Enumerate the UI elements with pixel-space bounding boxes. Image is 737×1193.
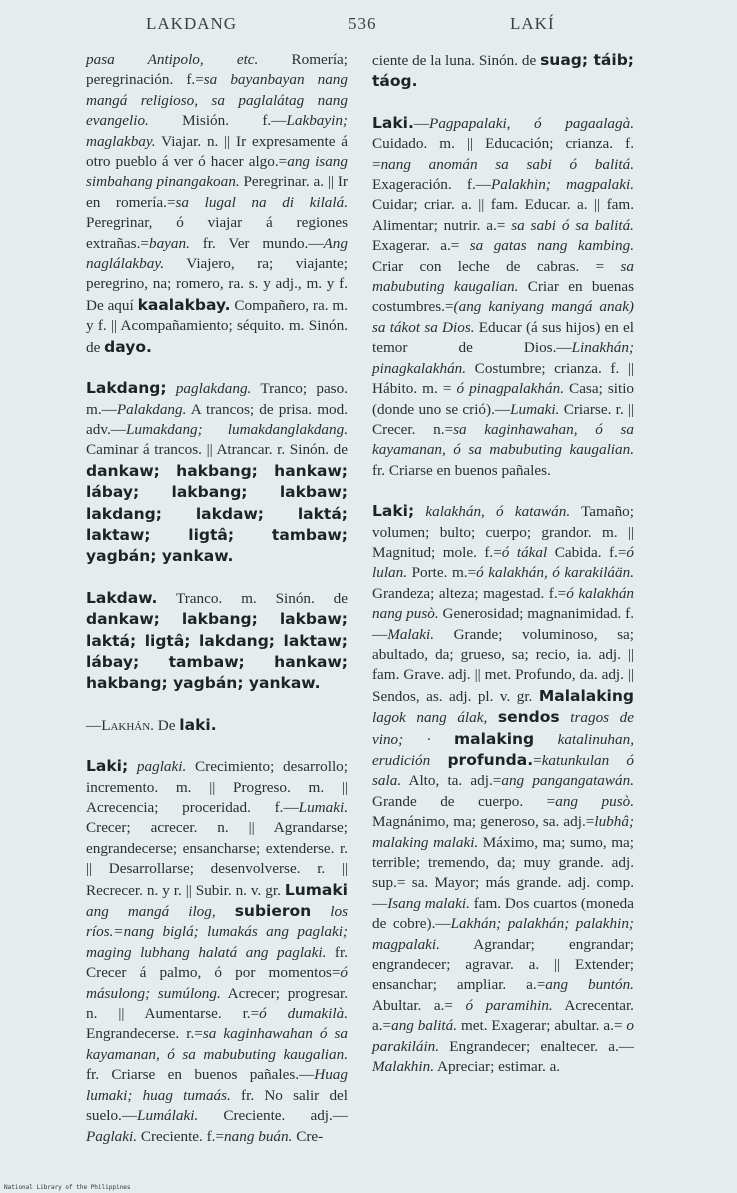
- entry-laki-2: [372, 113, 634, 481]
- definition-text: Acrecentar. a.=: [372, 996, 634, 1035]
- definition-text: Viajero, ra; viajante; peregrino, na; romero, ra. s. y adj., m. y f. De aquí: [86, 255, 348, 314]
- headword: kaalakbay.: [137, 295, 231, 314]
- definition-text: Caminar á trancos. || Atrancar. r. Sinón. de: [86, 441, 348, 459]
- tagalog-phrase: Lumaki.: [298, 799, 348, 816]
- tagalog-phrase: ó paramihin.: [465, 996, 553, 1014]
- tagalog-phrase: ang pangangatawán.: [501, 772, 634, 790]
- definition-text: Porte. m.=: [407, 564, 477, 582]
- page-number: 536: [348, 14, 377, 33]
- definition-text: Generosidad; magnanimidad. f.—: [372, 605, 634, 643]
- definition-text: [167, 380, 176, 397]
- definition-text: Criarse. r. || Crecer. n.=: [372, 400, 634, 438]
- headword: dayo.: [104, 337, 152, 356]
- headword: Lakdaw.: [86, 588, 158, 607]
- definition-text: ciente de la luna. Sinón. de: [372, 52, 541, 69]
- tagalog-phrase: ó másulong; sumúlong.: [86, 964, 348, 1002]
- definition-text: Creciente. adj.—: [198, 1107, 348, 1125]
- definition-text: Tamaño; volumen; bulto; cuerpo; grandor. m. || Magnitud; mole. f.=: [372, 503, 634, 561]
- headword: malaking: [454, 729, 535, 748]
- headword: laki.: [179, 715, 217, 734]
- definition-text: Grandeza; alteza; magestad. f.=: [372, 584, 567, 602]
- definition-text: Máximo, ma; sumo, ma; terrible; tremendo, da; muy grande. adj. sup.= sa. Mayor; más grande. adj. comp. —: [372, 833, 634, 912]
- definition-text: fr. Ver mundo.—: [189, 234, 324, 252]
- entry-lakhan: [86, 715, 348, 736]
- definition-text: [560, 709, 571, 726]
- library-credit: National Library of the Philippines: [4, 1184, 131, 1191]
- header-left-guideword: LAKDANG: [146, 14, 238, 33]
- headword: suag; táib; táog.: [372, 51, 634, 91]
- definition-text: Acrecer; progresar. n. || Aumentarse. r.=: [86, 984, 348, 1023]
- tagalog-phrase: sa bayanbayan nang mangá religioso, sa paglalátag nang evangelio.: [86, 71, 348, 130]
- tagalog-phrase: katalinuhan, erudición: [372, 730, 634, 769]
- tagalog-phrase: nang anomán sa sabi ó balitá.: [380, 155, 634, 173]
- headword: dankaw; hakbang; hankaw; lábay; lakbang; lakbaw; lakdang; lakdaw; laktá; laktaw; ligtâ; tambaw; yagbán; yankaw.: [86, 461, 348, 566]
- tagalog-phrase: Huag lumaki; huag tumaás.: [86, 1066, 348, 1104]
- header-right-guideword: LAKÍ: [510, 14, 555, 33]
- tagalog-phrase: nang buán.: [224, 1127, 293, 1145]
- entry-laki-3: [372, 501, 634, 1077]
- tagalog-phrase: ó dumakilà.: [259, 1005, 348, 1023]
- tagalog-phrase: paglakdang.: [175, 380, 252, 398]
- headword: Laki;: [86, 757, 129, 776]
- definition-text: Grande; voluminoso, sa; abultado, da; grueso, sa; recio, ia. adj. || fam. Grave. adj. || met. Profundo, da. adj. || Sendos, as. adj. pl. v. gr.: [372, 625, 634, 705]
- definition-text: Crecimiento; desarrollo; incremento. m. || Progreso. m. || Acrecencia; proceridad. f.—: [86, 758, 348, 816]
- tagalog-phrase: ó kalakhán, ó karakiláän.: [476, 564, 634, 582]
- tagalog-phrase: sa sabi ó sa balitá.: [511, 216, 634, 234]
- tagalog-phrase: ó pinagpalakhán.: [456, 380, 565, 398]
- entry-lakdang: [86, 378, 348, 568]
- headword: profunda.: [447, 751, 534, 769]
- definition-text: Alto, ta. adj.=: [401, 772, 502, 790]
- tagalog-phrase: o parakiláin.: [372, 1017, 634, 1055]
- tagalog-phrase: los ríos.=nang biglá; lumakás ang paglaki; maging lubhang halatá ang paglaki.: [86, 903, 348, 961]
- definition-text: —: [413, 114, 430, 132]
- definition-text: Cuidado. m. || Educación; crianza. f. =: [372, 135, 634, 173]
- right-column: [372, 50, 634, 1098]
- tagalog-phrase: ang isang simbahang pinangakoan.: [86, 153, 348, 191]
- tagalog-phrase: Palakhin; magpalaki.: [490, 176, 634, 194]
- definition-text: [487, 709, 498, 726]
- tagalog-phrase: Palakdang.: [116, 400, 187, 418]
- definition-text: Peregrinar, ó viajar á regiones extrañas.=: [86, 214, 348, 252]
- definition-text: Peregrinar. a. || Ir en romería.=: [86, 173, 348, 211]
- tagalog-phrase: tragos de vino; ·: [372, 709, 635, 748]
- definition-text: met. Exagerar; abultar. a.=: [457, 1017, 627, 1035]
- definition-text: Cabida. f.=: [547, 543, 627, 561]
- tagalog-phrase: Ang naglálakbay.: [86, 234, 348, 273]
- definition-text: Exagerar. a.=: [372, 237, 470, 255]
- tagalog-phrase: Lumaki.: [510, 400, 560, 418]
- entry-laki-1: [86, 756, 348, 1147]
- tagalog-phrase: ang pusò.: [555, 792, 634, 810]
- headword: sendos: [497, 708, 560, 727]
- entry-lakdaw: [86, 588, 348, 695]
- headword: Lumaki: [284, 880, 348, 899]
- definition-text: Compañero, ra. m. y f. || Acompañamiento; séquito. m. Sinón. de: [86, 296, 348, 356]
- definition-text: Educar (á sus hijos) en el temor de Dios.—: [372, 318, 634, 357]
- definition-text: Criar con leche de cabras. =: [372, 257, 621, 275]
- tagalog-phrase: Malaki.: [387, 625, 435, 643]
- definition-text: Engrandecerse. r.=: [86, 1025, 203, 1043]
- definition-text: [414, 503, 425, 520]
- definition-text: Cre-: [292, 1127, 324, 1145]
- definition-text: fr. Crecer á palmo, ó por momentos=: [86, 943, 349, 982]
- definition-text: Engrandecer; enaltecer. a.—: [439, 1037, 634, 1055]
- definition-text: De: [153, 716, 180, 734]
- definition-text: Cuidar; criar. a. || fam. Educar. a. || fam. Alimentar; nutrir. a.=: [372, 196, 634, 234]
- tagalog-phrase: katunkulan ó sala.: [372, 752, 634, 790]
- left-column: [86, 50, 348, 1167]
- entry-cont-laki: [372, 50, 634, 93]
- definition-text: Crecer; acrecer. n. || Agrandarse; engrandecerse; ensancharse; extenderse. r. || Desarrollarse; desenvolverse. r. || Recrecer. n. y r. || Subir. n. v. gr.: [86, 819, 348, 899]
- tagalog-phrase: sa mabubuting kaugalian.: [372, 257, 634, 296]
- definition-text: Apreciar; estimar. a.: [434, 1058, 561, 1076]
- headword: Laki.: [372, 113, 414, 132]
- definition-text: [431, 731, 455, 748]
- tagalog-phrase: Lakhán; palakhán; palakhin; magpalaki.: [372, 915, 634, 953]
- definition-text: =: [533, 752, 542, 769]
- definition-text: Romería; peregrinación. f.=: [86, 51, 348, 89]
- tagalog-phrase: kalakhán, ó katawán.: [425, 503, 571, 521]
- definition-text: fam. Dos cuartos (moneda de cobre).—: [372, 894, 634, 933]
- definition-text: Tranco. m. Sinón. de: [157, 589, 348, 607]
- headword: Lakdang;: [86, 379, 167, 398]
- tagalog-phrase: (ang kaniyang mangá anak) sa tákot sa Dios.: [372, 298, 634, 336]
- definition-text: Costumbre; crianza. f. || Hábito. m. =: [372, 359, 634, 398]
- tagalog-phrase: Lumakdang; lumakdanglakdang.: [125, 420, 348, 438]
- definition-text: —: [86, 716, 102, 734]
- tagalog-phrase: Pagpapalaki, ó pagaalagà.: [429, 114, 634, 132]
- definition-text: Abultar. a.=: [372, 996, 466, 1014]
- tagalog-phrase: lubhâ; malaking malaki.: [372, 813, 634, 851]
- tagalog-phrase: ang mangá ilog,: [86, 903, 216, 921]
- headword: dankaw; lakbang; lakbaw; laktá; ligtâ; lakdang; laktaw; lábay; tambaw; hankaw; hakbang; yagbán; yankaw.: [86, 610, 348, 693]
- tagalog-phrase: bayan.: [148, 234, 190, 252]
- tagalog-phrase: Isang malaki.: [387, 894, 470, 912]
- definition-text: Lakhán.: [101, 716, 154, 734]
- definition-text: [430, 752, 447, 769]
- tagalog-phrase: paglaki.: [136, 758, 187, 776]
- definition-text: fr. No salir del suelo.—: [86, 1086, 348, 1125]
- running-head: [0, 14, 737, 44]
- tagalog-phrase: sa gatas nang kambing.: [469, 237, 634, 255]
- tagalog-phrase: Linakhán; pinagkalakhán.: [372, 339, 634, 377]
- definition-text: [311, 903, 330, 920]
- tagalog-phrase: sa lugal na di kilalá.: [175, 193, 348, 211]
- definition-text: Viajar. n. || Ir expresamente á otro pueblo á ver ó hacer algo.=: [86, 132, 348, 171]
- definition-text: Grande de cuerpo. =: [372, 792, 556, 810]
- definition-text: Criar en buenas costumbres.=: [372, 278, 634, 316]
- definition-text: Creciente. f.=: [137, 1127, 225, 1145]
- headword: Laki;: [372, 502, 415, 521]
- tagalog-phrase: ó kalakhán nang pusò.: [372, 584, 635, 623]
- definition-text: A trancos; de prisa. mod. adv.—: [86, 400, 348, 438]
- definition-text: Misión. f.—: [148, 112, 287, 130]
- tagalog-phrase: ó lulan.: [372, 543, 634, 582]
- definition-text: Exageración. f.—: [372, 176, 491, 194]
- definition-text: Casa; sitio (donde uno se crió).—: [372, 380, 635, 418]
- tagalog-phrase: ang balitá.: [391, 1017, 458, 1035]
- tagalog-phrase: sa kaginhawahan ó sa kayamanan, ó sa mabubuting kaugalian.: [86, 1025, 348, 1063]
- definition-text: fr. Criarse en buenos pañales.: [372, 461, 551, 479]
- entry-cont-lakbay: [86, 50, 348, 358]
- tagalog-phrase: sa kaginhawahan, ó sa kayamanan, ó sa mabubuting kaugalian.: [372, 420, 634, 459]
- definition-text: Tranco; paso. m.—: [86, 380, 348, 418]
- tagalog-phrase: lagok nang álak,: [372, 709, 488, 727]
- tagalog-phrase: Lakbayin; maglakbay.: [86, 112, 348, 150]
- tagalog-phrase: Lumálaki.: [137, 1107, 199, 1125]
- headword: subieron: [234, 902, 312, 921]
- tagalog-phrase: pasa Antipolo, etc.: [86, 51, 259, 68]
- definition-text: [534, 731, 558, 748]
- tagalog-phrase: Paglaki.: [86, 1127, 138, 1145]
- definition-text: Agrandar; engrandar; engrandecer; agravar. a. || Extender; ensanchar; ampliar. a.=: [372, 935, 634, 994]
- definition-text: [128, 758, 137, 775]
- definition-text: [216, 903, 235, 920]
- headword: Malalaking: [538, 686, 634, 705]
- tagalog-phrase: ó tákal: [501, 543, 548, 561]
- tagalog-phrase: ang buntón.: [545, 976, 634, 994]
- definition-text: Magnánimo, ma; generoso, sa. adj.=: [372, 813, 595, 831]
- definition-text: fr. Criarse en buenos pañales.—: [86, 1066, 315, 1084]
- tagalog-phrase: Malakhin.: [372, 1058, 435, 1076]
